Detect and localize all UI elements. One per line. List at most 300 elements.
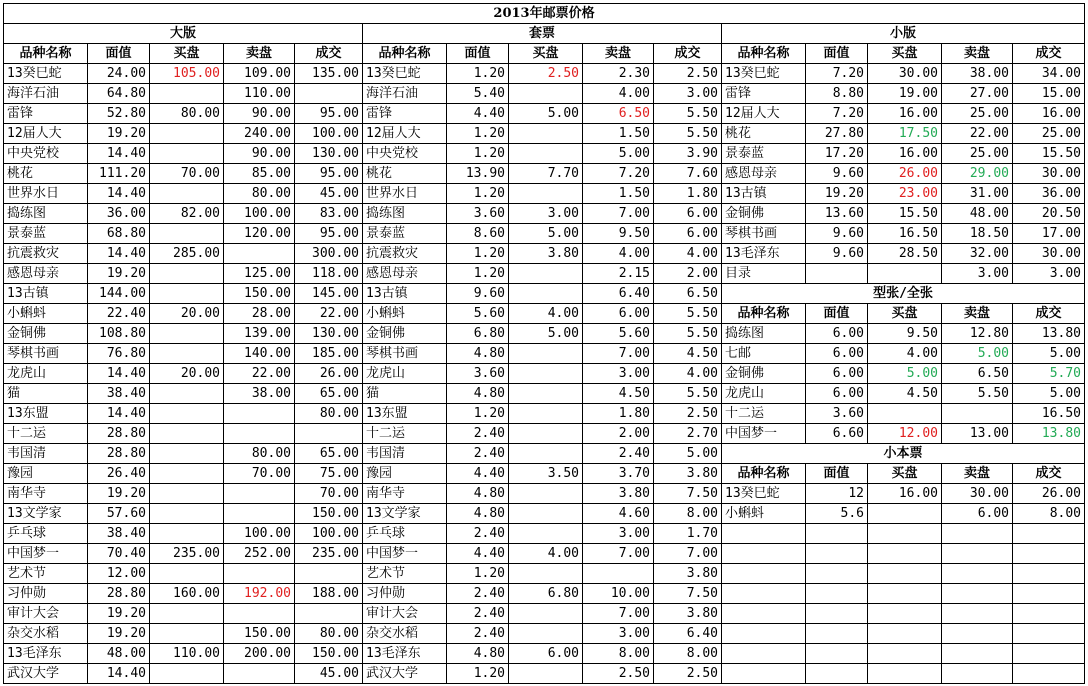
cell-ask: 110.00 [224,84,295,104]
cell-deal: 100.00 [295,124,363,144]
table-row [4,224,1085,244]
cell-ask: 1.50 [583,184,654,204]
empty-cell [722,564,806,584]
cell-name: 13毛泽东 [363,644,447,664]
cell-name: 捣练图 [722,324,806,344]
cell-bid [509,504,583,524]
cell-ask [224,564,295,584]
cell-face-value: 14.40 [88,404,150,424]
cell-bid [150,124,224,144]
cell-name: 十二运 [722,404,806,424]
cell-face-value: 28.80 [88,444,150,464]
set-header-deal: 成交 [654,44,722,64]
cell-ask: 4.00 [583,244,654,264]
cell-deal: 5.50 [654,304,722,324]
cell-face-value: 5.60 [447,304,509,324]
cell-deal: 34.00 [1013,64,1085,84]
table-row [4,64,1085,84]
cell-name: 13癸巳蛇 [363,64,447,84]
sheet-title: 2013年邮票价格 [4,4,1085,24]
cell-deal: 5.00 [654,444,722,464]
cell-ask: 13.00 [942,424,1013,444]
table-row [4,244,1085,264]
cell-bid: 110.00 [150,644,224,664]
cell-name: 金铜佛 [722,364,806,384]
small-header-deal: 成交 [1013,44,1085,64]
cell-name: 13古镇 [722,184,806,204]
cell-deal: 3.90 [654,144,722,164]
empty-cell [868,584,942,604]
cell-deal: 5.00 [1013,344,1085,364]
cell-face-value: 4.40 [447,104,509,124]
cell-bid: 23.00 [868,184,942,204]
cell-ask: 7.00 [583,344,654,364]
cell-name: 中国梦一 [722,424,806,444]
cell-deal: 15.50 [1013,144,1085,164]
cell-deal: 5.50 [654,124,722,144]
cell-name: 桃花 [722,124,806,144]
cell-face-value: 6.00 [806,384,868,404]
cell-ask: 4.60 [583,504,654,524]
cell-bid [509,124,583,144]
cell-face-value: 3.60 [806,404,868,424]
empty-cell [1013,604,1085,624]
cell-ask: 150.00 [224,624,295,644]
cell-ask: 6.00 [942,504,1013,524]
cell-deal: 36.00 [1013,184,1085,204]
cell-face-value: 2.40 [447,424,509,444]
cell-ask [942,404,1013,424]
cell-ask: 85.00 [224,164,295,184]
cell-bid [509,384,583,404]
cell-face-value: 1.20 [447,564,509,584]
small-header-face-value: 面值 [806,44,868,64]
cell-ask: 80.00 [224,444,295,464]
cell-ask [224,504,295,524]
cell-deal: 2.50 [654,404,722,424]
cell-deal: 4.00 [654,364,722,384]
cell-deal: 70.00 [295,484,363,504]
cell-bid: 235.00 [150,544,224,564]
cell-face-value: 14.40 [88,184,150,204]
cell-deal: 2.70 [654,424,722,444]
cell-bid [509,484,583,504]
empty-cell [806,604,868,624]
cell-name: 习仲勋 [363,584,447,604]
empty-cell [1013,524,1085,544]
cell-deal: 188.00 [295,584,363,604]
cell-bid [509,564,583,584]
cell-face-value: 6.80 [447,324,509,344]
cell-deal: 6.50 [654,284,722,304]
empty-cell [868,664,942,684]
cell-name: 龙虎山 [722,384,806,404]
cell-deal: 3.80 [654,604,722,624]
table-row [4,464,1085,484]
cell-name: 捣练图 [4,204,88,224]
cell-name: 13古镇 [4,284,88,304]
cell-ask: 27.00 [942,84,1013,104]
cell-name: 豫园 [363,464,447,484]
cell-ask: 120.00 [224,224,295,244]
cell-name: 乒乓球 [4,524,88,544]
cell-face-value: 13.90 [447,164,509,184]
cell-ask: 32.00 [942,244,1013,264]
table-row [4,124,1085,144]
cell-deal: 145.00 [295,284,363,304]
cell-deal: 3.00 [654,84,722,104]
cell-bid [509,604,583,624]
empty-cell [868,544,942,564]
section-small: 小版 [722,24,1085,44]
cell-ask: 2.50 [583,664,654,684]
cell-name: 中国梦一 [363,544,447,564]
empty-cell [1013,564,1085,584]
cell-bid [509,624,583,644]
table-row [4,564,1085,584]
cell-ask: 90.00 [224,144,295,164]
cell-deal: 6.00 [654,224,722,244]
cell-name: 中央党校 [363,144,447,164]
cell-bid [509,444,583,464]
cell-face-value: 4.40 [447,544,509,564]
cell-name: 桃花 [4,164,88,184]
empty-cell [1013,644,1085,664]
cell-face-value: 9.60 [806,244,868,264]
cell-ask: 7.00 [583,604,654,624]
cell-ask: 25.00 [942,104,1013,124]
cell-ask: 6.50 [583,104,654,124]
cell-face-value: 19.20 [88,604,150,624]
cell-deal: 8.00 [654,644,722,664]
cell-bid: 4.00 [509,544,583,564]
cell-deal: 22.00 [295,304,363,324]
cell-bid: 5.00 [868,364,942,384]
cell-face-value: 1.20 [447,404,509,424]
table-row [4,484,1085,504]
table-row [4,664,1085,684]
cell-face-value: 70.40 [88,544,150,564]
cell-bid: 2.50 [509,64,583,84]
cell-ask: 28.00 [224,304,295,324]
cell-face-value: 22.40 [88,304,150,324]
cell-deal: 13.80 [1013,424,1085,444]
empty-cell [868,644,942,664]
cell-ask: 6.50 [942,364,1013,384]
cell-ask: 3.80 [583,484,654,504]
cell-face-value: 19.20 [806,184,868,204]
cell-deal: 2.50 [654,64,722,84]
cell-ask: 100.00 [224,524,295,544]
cell-bid [150,564,224,584]
table-row [4,344,1085,364]
cell-deal: 5.50 [654,104,722,124]
cell-name: 13东盟 [4,404,88,424]
cell-deal: 8.00 [654,504,722,524]
cell-ask: 3.70 [583,464,654,484]
cell-bid: 4.50 [868,384,942,404]
small-header-ask: 卖盘 [942,44,1013,64]
cell-name: 琴棋书画 [722,224,806,244]
cell-deal: 130.00 [295,144,363,164]
table-row [4,544,1085,564]
cell-name: 杂交水稻 [363,624,447,644]
cell-ask: 2.00 [583,424,654,444]
cell-ask: 48.00 [942,204,1013,224]
cell-bid [150,84,224,104]
cell-ask: 7.20 [583,164,654,184]
cell-deal: 25.00 [1013,124,1085,144]
cell-name: 雷锋 [4,104,88,124]
cell-deal: 3.80 [654,464,722,484]
cell-ask: 90.00 [224,104,295,124]
cell-bid [150,344,224,364]
cell-ask: 25.00 [942,144,1013,164]
cell-face-value: 68.80 [88,224,150,244]
cell-name: 中国梦一 [4,544,88,564]
cell-name: 目录 [722,264,806,284]
cell-ask [224,244,295,264]
cell-face-value: 38.40 [88,384,150,404]
cell-ask: 7.00 [583,204,654,224]
cell-face-value: 2.40 [447,524,509,544]
table-row [4,604,1085,624]
cell-name: 景泰蓝 [722,144,806,164]
cell-ask: 18.50 [942,224,1013,244]
cell-deal: 45.00 [295,184,363,204]
cell-face-value: 4.80 [447,504,509,524]
empty-cell [806,664,868,684]
cell-ask: 12.80 [942,324,1013,344]
large-header-face-value: 面值 [88,44,150,64]
empty-cell [806,624,868,644]
cell-bid: 6.00 [509,644,583,664]
cell-face-value: 3.60 [447,204,509,224]
empty-cell [1013,624,1085,644]
cell-name: 审计大会 [4,604,88,624]
cell-ask: 3.00 [942,264,1013,284]
booklet-header-bid: 买盘 [868,464,942,484]
set-header-face-value: 面值 [447,44,509,64]
cell-bid: 6.80 [509,584,583,604]
cell-ask: 5.00 [583,144,654,164]
cell-deal: 7.60 [654,164,722,184]
cell-bid [150,144,224,164]
cell-ask: 5.60 [583,324,654,344]
cell-face-value: 108.80 [88,324,150,344]
booklet-header-name: 品种名称 [722,464,806,484]
empty-cell [722,584,806,604]
cell-name: 习仲勋 [4,584,88,604]
cell-ask: 70.00 [224,464,295,484]
cell-bid: 160.00 [150,584,224,604]
set-header-ask: 卖盘 [583,44,654,64]
cell-bid: 16.00 [868,144,942,164]
cell-face-value: 6.00 [806,344,868,364]
cell-ask: 38.00 [224,384,295,404]
cell-name: 感恩母亲 [722,164,806,184]
empty-cell [942,584,1013,604]
cell-face-value: 13.60 [806,204,868,224]
sheetlet-header-deal: 成交 [1013,304,1085,324]
cell-deal [295,604,363,624]
cell-deal: 118.00 [295,264,363,284]
cell-deal: 80.00 [295,404,363,424]
table-row [4,204,1085,224]
cell-face-value: 12.00 [88,564,150,584]
cell-bid: 5.00 [509,224,583,244]
cell-face-value: 1.20 [447,244,509,264]
empty-cell [722,644,806,664]
header-row [4,44,1085,64]
cell-deal: 95.00 [295,224,363,244]
cell-deal: 80.00 [295,624,363,644]
cell-bid [509,664,583,684]
cell-ask: 8.00 [583,644,654,664]
cell-deal: 75.00 [295,464,363,484]
cell-face-value: 14.40 [88,364,150,384]
booklet-header-face-value: 面值 [806,464,868,484]
section-row [4,24,1085,44]
cell-deal: 5.00 [1013,384,1085,404]
empty-cell [806,584,868,604]
table-row [4,364,1085,384]
cell-name: 猫 [363,384,447,404]
cell-name: 桃花 [363,164,447,184]
cell-face-value: 14.40 [88,664,150,684]
empty-cell [942,604,1013,624]
cell-bid: 17.50 [868,124,942,144]
empty-cell [806,564,868,584]
cell-deal: 6.00 [654,204,722,224]
table-row [4,324,1085,344]
table-row [4,104,1085,124]
cell-ask: 240.00 [224,124,295,144]
cell-ask: 38.00 [942,64,1013,84]
cell-face-value: 9.60 [806,224,868,244]
cell-deal: 45.00 [295,664,363,684]
empty-cell [722,624,806,644]
cell-name: 感恩母亲 [363,264,447,284]
cell-name: 景泰蓝 [363,224,447,244]
cell-deal [295,84,363,104]
cell-deal: 16.00 [1013,104,1085,124]
cell-deal: 5.50 [654,324,722,344]
cell-name: 小蝌蚪 [722,504,806,524]
cell-bid [150,404,224,424]
cell-face-value: 52.80 [88,104,150,124]
cell-face-value [806,264,868,284]
cell-face-value: 57.60 [88,504,150,524]
section-sheetlet: 型张/全张 [722,284,1085,304]
cell-ask: 3.00 [583,624,654,644]
cell-deal: 26.00 [295,364,363,384]
cell-name: 十二运 [363,424,447,444]
cell-deal: 185.00 [295,344,363,364]
cell-bid: 20.00 [150,304,224,324]
cell-face-value: 19.20 [88,484,150,504]
cell-ask: 109.00 [224,64,295,84]
cell-bid: 4.00 [868,344,942,364]
cell-ask: 3.00 [583,524,654,544]
cell-bid [150,624,224,644]
cell-name: 金铜佛 [4,324,88,344]
cell-deal: 7.50 [654,484,722,504]
table-row [4,304,1085,324]
cell-deal: 150.00 [295,504,363,524]
cell-name: 12届人大 [363,124,447,144]
cell-ask: 3.00 [583,364,654,384]
cell-deal: 7.50 [654,584,722,604]
cell-bid: 80.00 [150,104,224,124]
cell-face-value: 4.80 [447,484,509,504]
cell-deal: 135.00 [295,64,363,84]
cell-face-value: 2.40 [447,604,509,624]
table-row [4,424,1085,444]
cell-bid: 7.70 [509,164,583,184]
cell-deal: 95.00 [295,164,363,184]
cell-bid [150,604,224,624]
cell-name: 13毛泽东 [4,644,88,664]
empty-cell [806,544,868,564]
cell-name: 13癸巳蛇 [4,64,88,84]
cell-ask: 1.50 [583,124,654,144]
empty-cell [806,524,868,544]
empty-cell [942,644,1013,664]
cell-deal: 3.00 [1013,264,1085,284]
cell-ask: 140.00 [224,344,295,364]
cell-bid: 5.00 [509,324,583,344]
cell-name: 13毛泽东 [722,244,806,264]
large-header-name: 品种名称 [4,44,88,64]
cell-ask: 9.50 [583,224,654,244]
section-set: 套票 [363,24,722,44]
cell-name: 杂交水稻 [4,624,88,644]
cell-face-value: 2.40 [447,624,509,644]
empty-cell [868,564,942,584]
cell-face-value: 5.6 [806,504,868,524]
cell-bid [509,424,583,444]
cell-ask [583,564,654,584]
cell-ask: 29.00 [942,164,1013,184]
cell-ask: 200.00 [224,644,295,664]
cell-name: 韦国清 [363,444,447,464]
cell-ask: 1.80 [583,404,654,424]
cell-deal: 300.00 [295,244,363,264]
cell-ask: 10.00 [583,584,654,604]
cell-name: 艺术节 [4,564,88,584]
cell-name: 琴棋书画 [363,344,447,364]
cell-face-value: 1.20 [447,184,509,204]
cell-name: 世界水日 [363,184,447,204]
cell-name: 13文学家 [363,504,447,524]
cell-ask: 5.00 [942,344,1013,364]
cell-face-value: 4.40 [447,464,509,484]
cell-deal: 30.00 [1013,164,1085,184]
table-row [4,164,1085,184]
cell-bid: 70.00 [150,164,224,184]
price-sheet [3,3,1085,684]
cell-face-value: 14.40 [88,244,150,264]
cell-face-value: 28.80 [88,424,150,444]
cell-ask: 2.30 [583,64,654,84]
price-table [3,3,1085,684]
cell-deal: 1.80 [654,184,722,204]
sheetlet-header-name: 品种名称 [722,304,806,324]
table-row [4,404,1085,424]
empty-cell [1013,584,1085,604]
cell-ask: 139.00 [224,324,295,344]
